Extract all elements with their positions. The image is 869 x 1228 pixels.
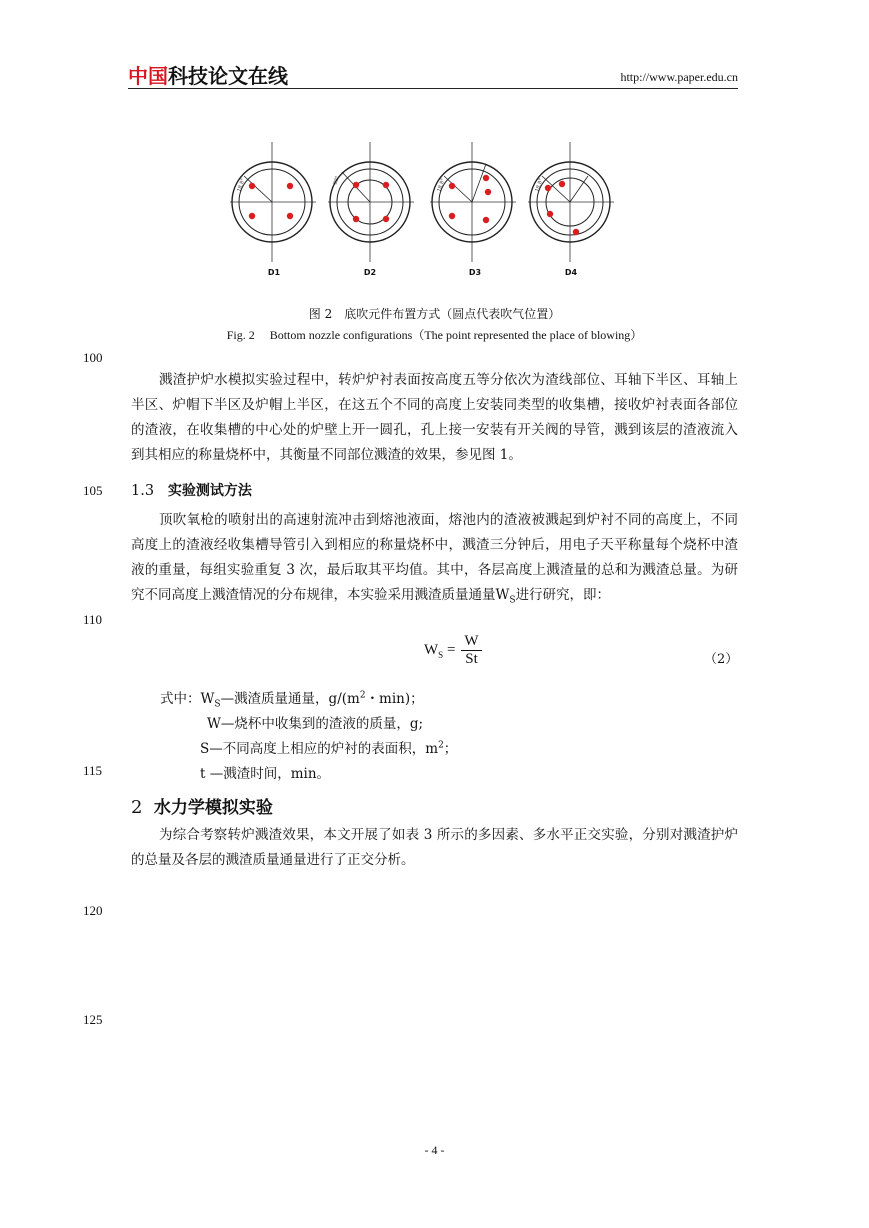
line-number: 120 — [83, 903, 103, 918]
ws-symbol: W — [495, 587, 510, 603]
fraction-denominator: St — [465, 651, 478, 667]
def-text: ； — [443, 741, 458, 757]
section-heading-2 — [131, 793, 273, 818]
fraction-numerator: W — [461, 633, 481, 651]
figure-caption-en: Fig. 2 Bottom nozzle configurations（The point represented the place of blowing） — [226, 328, 643, 342]
equals-sign: = — [446, 641, 456, 658]
logo-red-text: 中国 — [128, 64, 168, 88]
lhs-symbol: W — [424, 641, 439, 658]
definition-t: t —溅渣时间，min。 — [200, 766, 331, 782]
def-text: ・min)； — [365, 691, 424, 707]
paragraph-test-method — [131, 508, 738, 614]
paragraph-splash-collection: 溅渣护炉水模拟实验过程中，转炉炉衬表面按高度五等分依次为渣线部位、耳轴下半区、耳轴上半区、炉帽下半区及炉帽上半区，在这五个不同的高度上安装同类型的收集槽，接收炉衬表面各部位的渣液，在收集槽的中心处的炉壁上开一圆孔，孔上接一安装有开关阀的导管，溅到该层的渣液流入到其相应的称量烧杯中，其衡量不同部位溅渣的效果，参见图 1。 — [131, 372, 738, 463]
equation-lhs — [423, 633, 461, 668]
panel-d3 — [430, 140, 518, 265]
section-number: 1.3 — [131, 483, 155, 499]
ws-subscript: S — [509, 595, 516, 606]
section-title: 水力学模拟实验 — [153, 798, 273, 818]
header-url[interactable]: http://www.paper.edu.cn — [620, 70, 738, 84]
journal-logo — [128, 60, 288, 89]
definition-s — [200, 737, 457, 757]
nozzle-diagram-d1 — [230, 140, 318, 265]
definition-ws — [160, 687, 424, 710]
line-number: 125 — [83, 1012, 103, 1027]
paragraph-text: 顶吹氧枪的喷射出的高速射流冲击到熔池液面，熔池内的渣液被溅起到炉衬不同的高度上，不同高度上的渣液经收集槽导管引入到相应的称量烧杯中，溅渣三分钟后，用电子天平称量每个烧杯中渣液的重量，每组实验重复 3 次，最后取其平均值。其中，各层高度上溅渣量的总和为溅渣总量。为研究不同高度上溅渣情况的分布规律，本实验采用溅渣质量通量 — [131, 512, 738, 603]
line-number: 100 — [83, 350, 103, 365]
nozzle-diagram-d3 — [430, 140, 518, 265]
panel-label-d4: D4 — [564, 268, 578, 277]
def-superscript: 2 — [359, 690, 366, 701]
def-text: S—不同高度上相应的炉衬的表面积，m — [200, 741, 439, 757]
page-number: - 4 - — [424, 1143, 445, 1157]
section-heading-1-3 — [131, 480, 252, 500]
figure-2 — [230, 140, 617, 280]
section-number: 2 — [131, 797, 143, 818]
panel-d2 — [328, 140, 416, 265]
panel-label-d2: D2 — [363, 268, 377, 277]
equation-layout — [423, 633, 482, 668]
svg-text:22°: 22° — [332, 175, 341, 186]
figure-caption-cn: 图 2 底吹元件布置方式（圆点代表吹气位置） — [308, 307, 561, 321]
equation-number: （2） — [704, 652, 739, 667]
paragraph-tail: 进行研究，即： — [515, 587, 611, 603]
equation-2 — [423, 633, 482, 668]
def-subscript: S — [214, 699, 221, 710]
panel-label-d3: D3 — [468, 268, 482, 277]
svg-text:18.8°: 18.8° — [236, 177, 247, 193]
section-title: 实验测试方法 — [167, 483, 252, 499]
header-rule — [128, 88, 738, 89]
svg-text:18.8°: 18.8° — [436, 177, 447, 193]
def-text: —溅渣质量通量，g/(m — [220, 691, 360, 707]
line-number: 115 — [83, 763, 103, 778]
svg-text:18.8°: 18.8° — [534, 177, 545, 193]
line-number: 105 — [83, 483, 103, 498]
panel-label-d1: D1 — [267, 268, 281, 277]
panel-d1 — [230, 140, 318, 265]
logo-black-text: 科技论文在线 — [168, 64, 288, 88]
panel-d4 — [528, 140, 616, 265]
def-text: 式中：W — [160, 691, 215, 707]
nozzle-diagram-d4 — [528, 140, 616, 265]
nozzle-diagram-d2 — [328, 140, 416, 265]
paragraph-orthogonal-experiment: 为综合考察转炉溅渣效果，本文开展了如表 3 所示的多因素、多水平正交实验，分别对溅渣护炉的总量及各层的溅渣质量通量进行了正交分析。 — [131, 827, 738, 868]
def-superscript: 2 — [438, 740, 444, 751]
definition-w: W—烧杯中收集到的渣液的质量，g; — [207, 716, 424, 732]
line-number: 110 — [83, 612, 103, 627]
lhs-subscript: S — [438, 649, 444, 660]
